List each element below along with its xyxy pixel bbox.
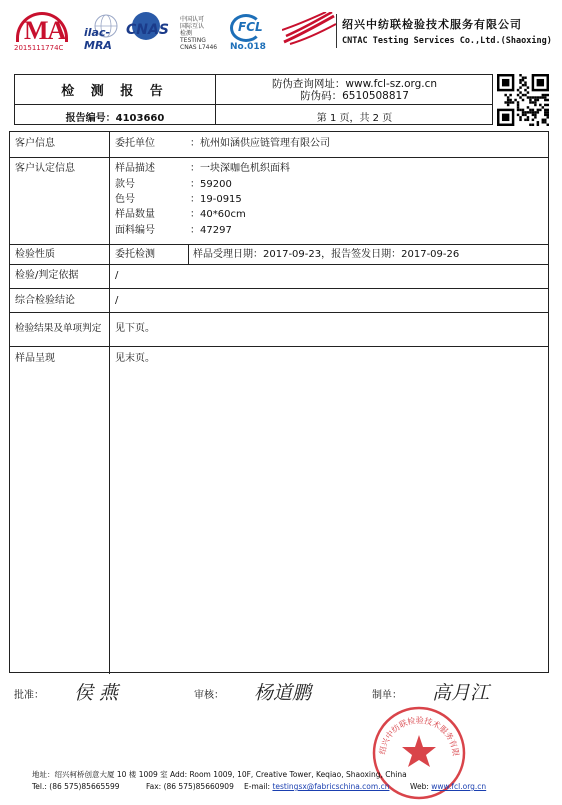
result-value: 见下页。 [115,323,155,334]
verify-code: 防伪码：6510508817 [300,90,409,102]
basis-label: 检验/判定依据 [15,270,79,281]
report-table [9,131,549,673]
client-unit-value: ：杭州如涵供应链管理有限公司 [190,138,330,149]
cnas-info-line: 检测 [180,30,193,37]
approve-signature: 侯 燕 [74,682,119,704]
color-no-label: 色号 [115,194,135,205]
company-name-cn: 绍兴中纺联检验技术服务有限公司 [342,18,522,31]
report-header-box [14,74,493,125]
basis-value: / [115,270,119,281]
style-no-label: 款号 [115,179,135,190]
fabric-no-label: 面料编号 [115,225,155,236]
footer-tel: Tel.: (86 575)85665599 [32,782,120,791]
fcl-logo [226,14,272,54]
client-info-label: 客户信息 [15,138,55,149]
footer-web-label: Web: [410,782,429,791]
footer-web [410,782,486,791]
ilac-logo [84,14,128,52]
verify-info [215,78,494,102]
seal-text: 绍兴中纺联检验技术服务有限 [377,715,461,757]
review-label: 审核： [194,690,224,701]
verify-site: 防伪查询网址：www.fcl-sz.org.cn [271,78,438,90]
cma-code: 2015111774C [14,44,64,52]
conclusion-label: 综合检验结论 [15,295,75,306]
color-no-value: ：19-0915 [190,194,242,205]
approve-label: 批准： [14,690,44,701]
sample-desc-value: ：一块深咖色机织面料 [190,163,290,174]
style-no-value: ：59200 [190,179,232,190]
fabric-no-value: ：47297 [190,225,232,236]
sample-show-value: 见末页。 [115,353,155,364]
footer-fax: Fax: (86 575)85660909 [146,782,234,791]
cnas-text: CNAS [126,22,169,38]
fcl-text: FCL [238,20,263,34]
review-signature: 杨道鹏 [254,682,312,704]
dates-value: 样品受理日期：2017-09-23，报告签发日期：2017-09-26 [193,249,460,260]
cnas-info-line: 国际互认 [180,23,205,30]
report-number [15,109,215,124]
cnas-info [180,16,224,51]
result-label: 检验结果及单项判定 [15,323,102,334]
prepare-label: 制单： [372,690,402,701]
cnas-info-line: CNAS L7446 [180,44,218,51]
sample-show-label: 样品呈现 [15,353,55,364]
footer-email [244,782,389,791]
report-number-label: 报告编号： [65,113,116,124]
fcl-number: No.018 [230,42,266,52]
sample-desc-label: 样品描述 [115,163,155,174]
sample-qty-label: 样品数量 [115,209,155,220]
logo-divider [336,14,337,48]
footer-email-link[interactable]: testingsx@fabricschina.com.cn [272,782,390,791]
test-nature-label: 检验性质 [15,249,55,260]
page-indicator: 第 1 页，共 2 页 [316,113,393,124]
cnas-logo [126,12,180,44]
footer-email-label: E-mail: [244,782,271,791]
footer-web-link[interactable]: www.fcl.org.cn [431,782,487,791]
cntac-swoosh-logo [282,12,336,46]
report-title: 检 测 报 告 [61,84,169,99]
client-unit-label: 委托单位 [115,138,155,149]
ilac-text: ilac-MRA [84,26,112,52]
cnas-info-line: 中国认可 [180,16,205,23]
company-name-en: CNTAC Testing Services Co.,Ltd.(Shaoxing) [342,36,552,46]
cnas-info-line: TESTING [180,37,206,44]
qr-code-icon [497,74,549,126]
prepare-signature: 高月江 [432,682,490,704]
cma-logo: MA 2015111774C [14,10,76,52]
report-number-value: 4103660 [115,113,165,124]
entrust-test-label: 委托检测 [115,249,155,260]
client-confirm-label: 客户认定信息 [15,163,75,174]
sample-qty-value: ：40*60cm [190,209,246,220]
footer-address: 地址：绍兴柯桥创意大厦 10 楼 1009 室 Add: Room 1009, 10F, Creative Tower, Keqiao, Shaoxing, China [32,770,407,779]
conclusion-value: / [115,295,119,306]
